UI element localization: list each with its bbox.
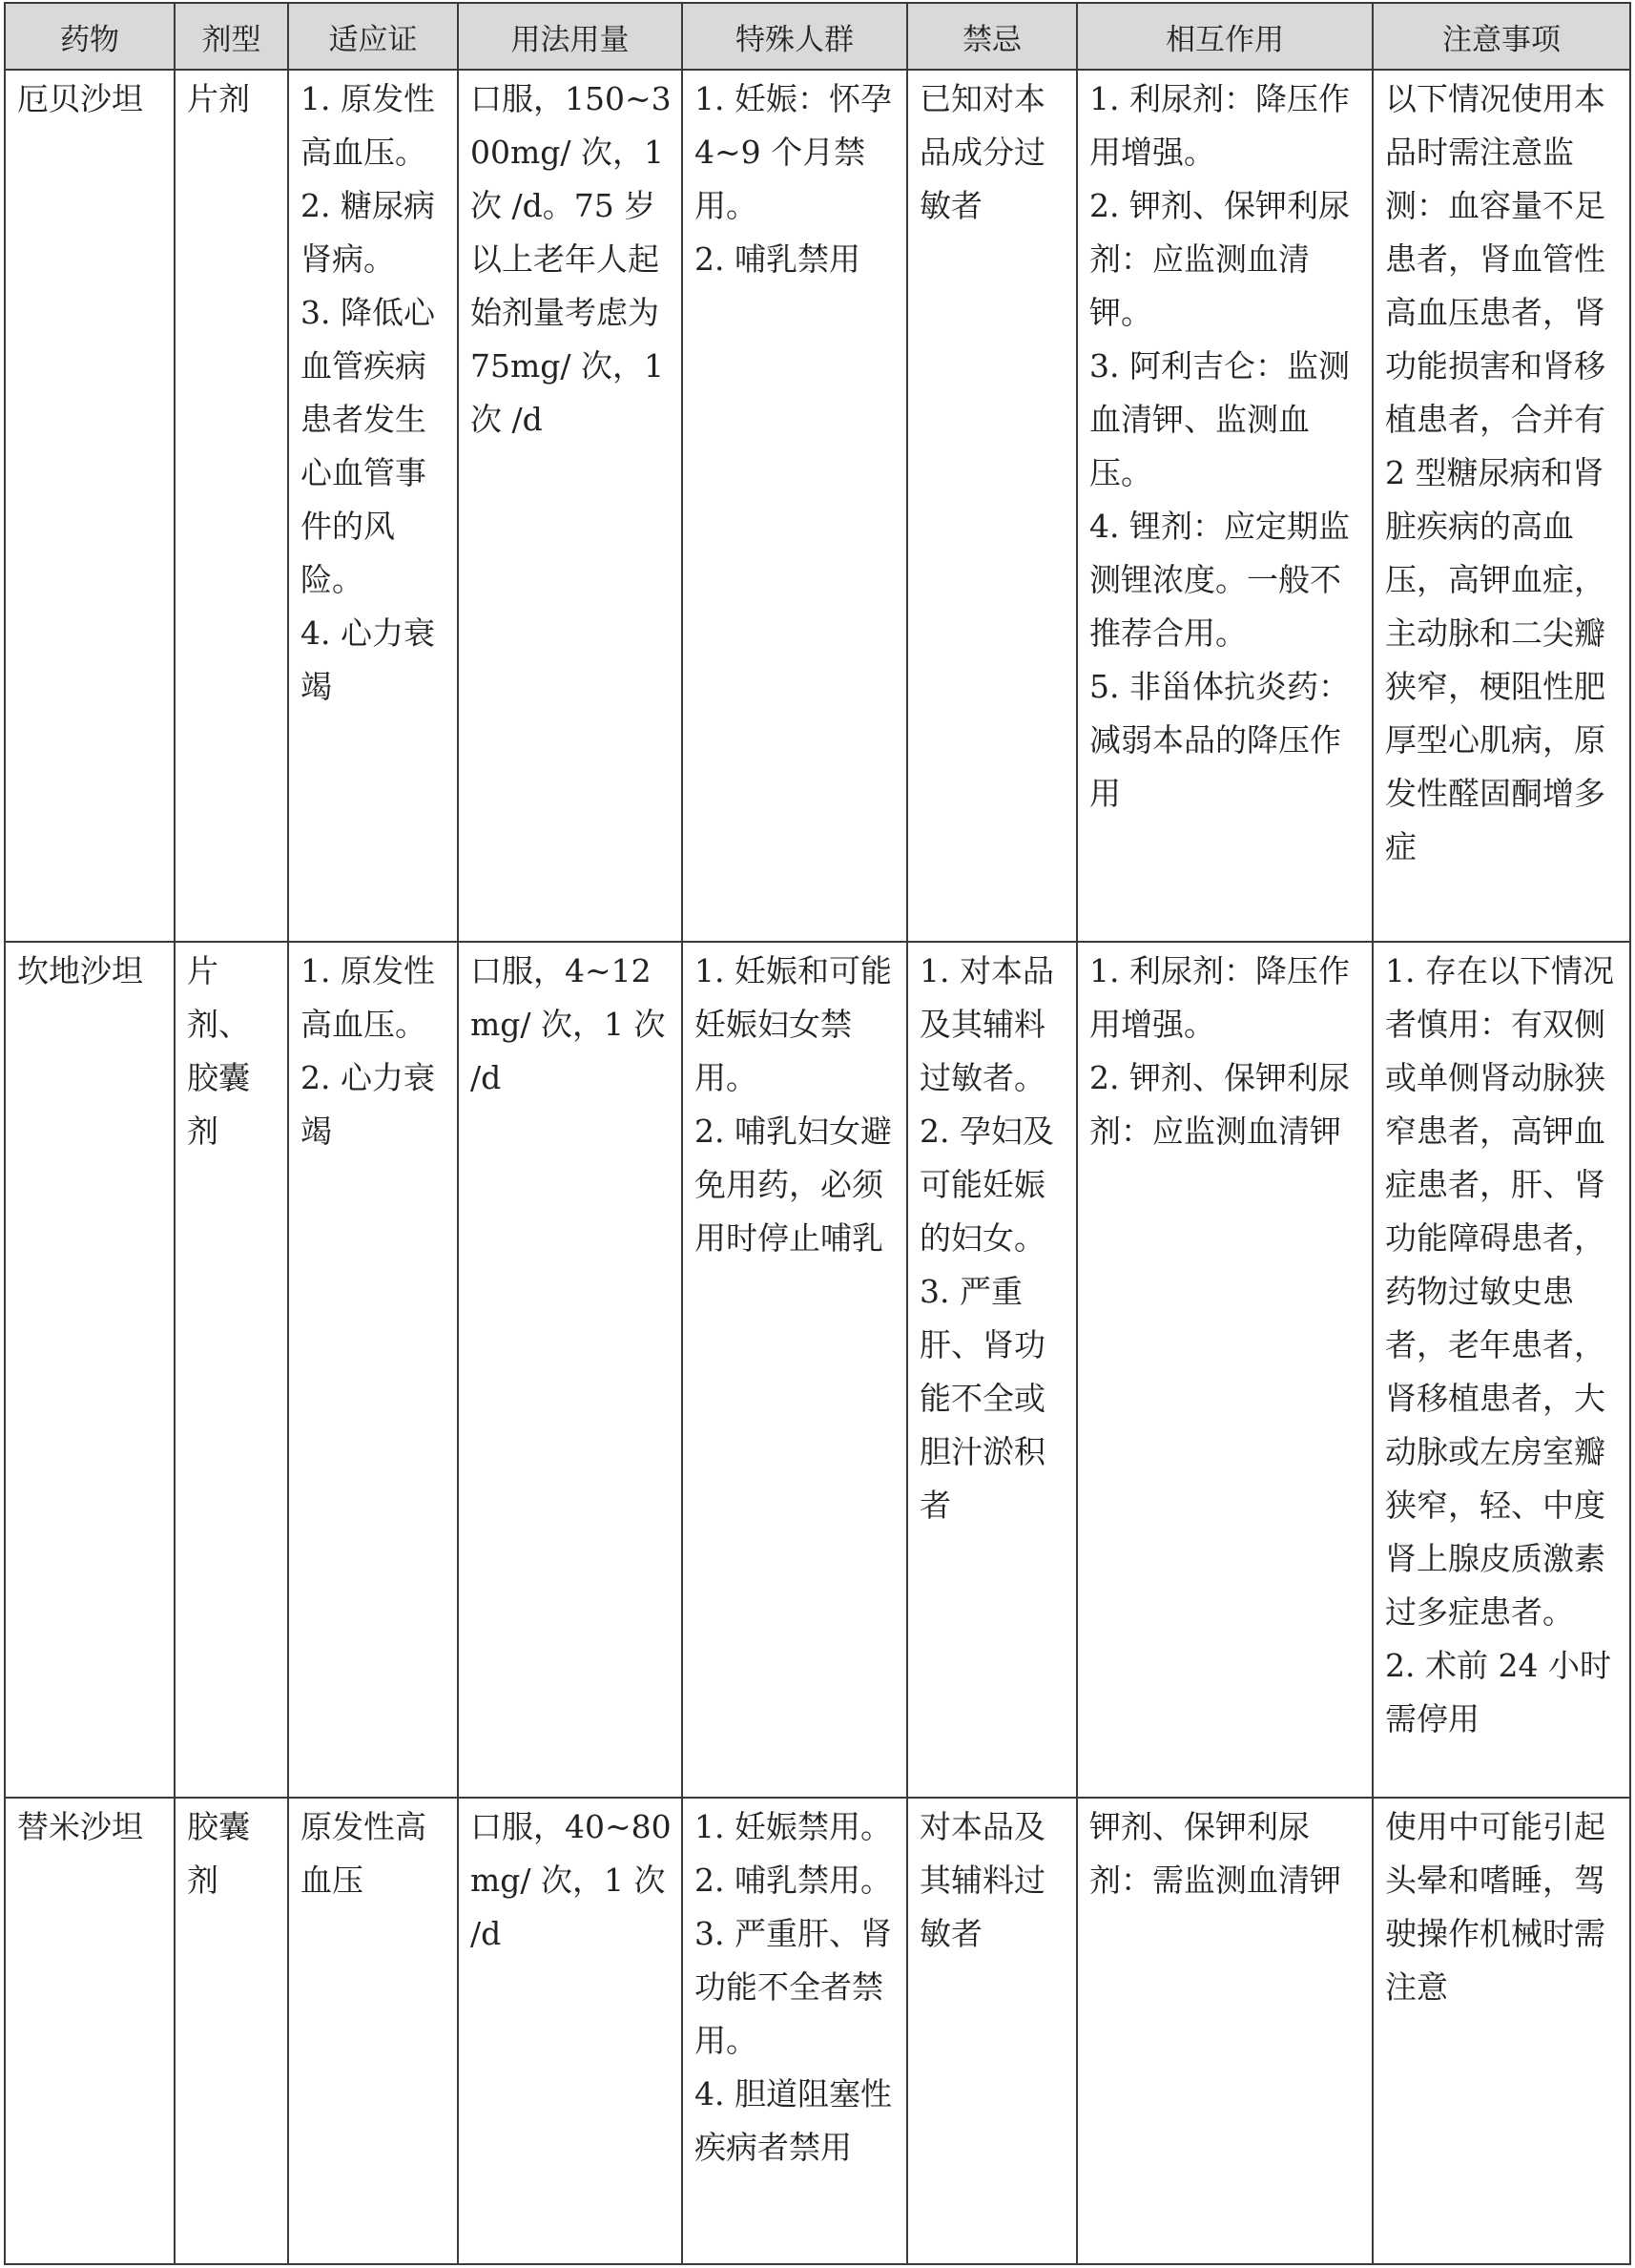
header-dosage: 用法用量: [458, 3, 682, 70]
cell-item: 2. 哺乳禁用: [694, 240, 860, 278]
cell-item: 2. 哺乳妇女避免用药，必须用时停止哺乳: [694, 1113, 892, 1257]
cell-item: 3. 降低心血管疾病患者发生心血管事件的风险。: [300, 294, 435, 598]
cell-item: 2. 孕妇及可能妊娠的妇女。: [920, 1113, 1054, 1257]
cell-indications: [288, 70, 458, 942]
cell-item: 3. 严重肝、肾功能不全者禁用。: [694, 1915, 892, 2059]
cell-drug: 替米沙坦: [5, 1798, 175, 2264]
cell-item: 2. 心力衰竭: [300, 1059, 435, 1150]
cell-special-populations: [682, 70, 907, 942]
table-row: [5, 70, 1630, 942]
table-row: [5, 1798, 1630, 2264]
cell-contraindications: [907, 942, 1077, 1798]
table-header-row: [5, 3, 1630, 70]
cell-interactions: [1077, 70, 1373, 942]
cell-item: 钾剂、保钾利尿剂：需监测血清钾: [1089, 1808, 1341, 1899]
cell-indications: [288, 942, 458, 1798]
drug-table: [4, 2, 1631, 2265]
cell-item: 口服，150~300mg/ 次，1 次 /d。75 岁以上老年人起始剂量考虑为 75mg/ 次，1 次 /d: [470, 80, 672, 438]
cell-item: 以下情况使用本品时需注意监测：血容量不足患者，肾血管性高血压患者，肾功能损害和肾移植患者，合并有 2 型糖尿病和肾脏疾病的高血压，高钾血症，主动脉和二尖瓣狭窄，梗阻性肥厚型心肌病，原发性醛固酮增多症: [1385, 80, 1605, 865]
cell-item: 1. 妊娠和可能妊娠妇女禁用。: [694, 952, 892, 1096]
cell-dosage: [458, 942, 682, 1798]
table-row: [5, 942, 1630, 1798]
cell-item: 1. 妊娠：怀孕 4~9 个月禁用。: [694, 80, 892, 224]
cell-item: 2. 钾剂、保钾利尿剂：应监测血清钾: [1089, 1059, 1350, 1150]
header-precautions: 注意事项: [1373, 3, 1630, 70]
cell-item: 3. 严重肝、肾功能不全或胆汁淤积者: [920, 1273, 1045, 1524]
cell-item: 2. 糖尿病肾病。: [300, 187, 435, 278]
cell-item: 原发性高血压: [300, 1808, 426, 1899]
cell-contraindications: [907, 1798, 1077, 2264]
cell-form: 片剂: [175, 70, 288, 942]
cell-precautions: [1373, 942, 1630, 1798]
cell-special-populations: [682, 1798, 907, 2264]
cell-item: 1. 利尿剂：降压作用增强。: [1089, 952, 1350, 1043]
cell-drug: 厄贝沙坦: [5, 70, 175, 942]
cell-dosage: [458, 70, 682, 942]
header-indications: 适应证: [288, 3, 458, 70]
header-form: 剂型: [175, 3, 288, 70]
header-contraindications: 禁忌: [907, 3, 1077, 70]
cell-item: 1. 妊娠禁用。: [694, 1808, 892, 1845]
cell-precautions: [1373, 1798, 1630, 2264]
cell-item: 使用中可能引起头晕和嗜睡，驾驶操作机械时需注意: [1385, 1808, 1605, 2006]
cell-form: 胶囊剂: [175, 1798, 288, 2264]
cell-item: 2. 钾剂、保钾利尿剂：应监测血清钾。: [1089, 187, 1350, 331]
cell-interactions: [1077, 942, 1373, 1798]
header-interactions: 相互作用: [1077, 3, 1373, 70]
cell-contraindications: [907, 70, 1077, 942]
cell-special-populations: [682, 942, 907, 1798]
header-drug: 药物: [5, 3, 175, 70]
cell-item: 口服，40~80mg/ 次，1 次 /d: [470, 1808, 672, 1952]
cell-item: 1. 对本品及其辅料过敏者。: [920, 952, 1054, 1096]
cell-item: 4. 锂剂：应定期监测锂浓度。一般不推荐合用。: [1089, 508, 1350, 652]
cell-item: 对本品及其辅料过敏者: [920, 1808, 1045, 1952]
cell-item: 2. 哺乳禁用。: [694, 1862, 892, 1899]
cell-item: 1. 利尿剂：降压作用增强。: [1089, 80, 1350, 171]
cell-item: 已知对本品成分过敏者: [920, 80, 1045, 224]
cell-item: 1. 原发性高血压。: [300, 952, 435, 1043]
cell-item: 4. 心力衰竭: [300, 614, 435, 705]
cell-item: 1. 原发性高血压。: [300, 80, 435, 171]
cell-item: 1. 存在以下情况者慎用：有双侧或单侧肾动脉狭窄患者，高钾血症患者，肝、肾功能障碍患者，药物过敏史患者，老年患者，肾移植患者，大动脉或左房室瓣狭窄，轻、中度肾上腺皮质激素过多症患者。: [1385, 952, 1614, 1631]
cell-item: 3. 阿利吉仑：监测血清钾、监测血压。: [1089, 347, 1350, 491]
cell-item: 5. 非甾体抗炎药：减弱本品的降压作用: [1089, 668, 1350, 812]
cell-interactions: [1077, 1798, 1373, 2264]
cell-indications: [288, 1798, 458, 2264]
cell-item: 4. 胆道阻塞性疾病者禁用: [694, 2075, 892, 2166]
cell-drug: 坎地沙坦: [5, 942, 175, 1798]
header-special-populations: 特殊人群: [682, 3, 907, 70]
cell-dosage: [458, 1798, 682, 2264]
cell-item: 2. 术前 24 小时需停用: [1385, 1647, 1611, 1737]
cell-precautions: [1373, 70, 1630, 942]
cell-item: 口服，4~12mg/ 次，1 次 /d: [470, 952, 666, 1096]
cell-form: 片剂、胶囊剂: [175, 942, 288, 1798]
